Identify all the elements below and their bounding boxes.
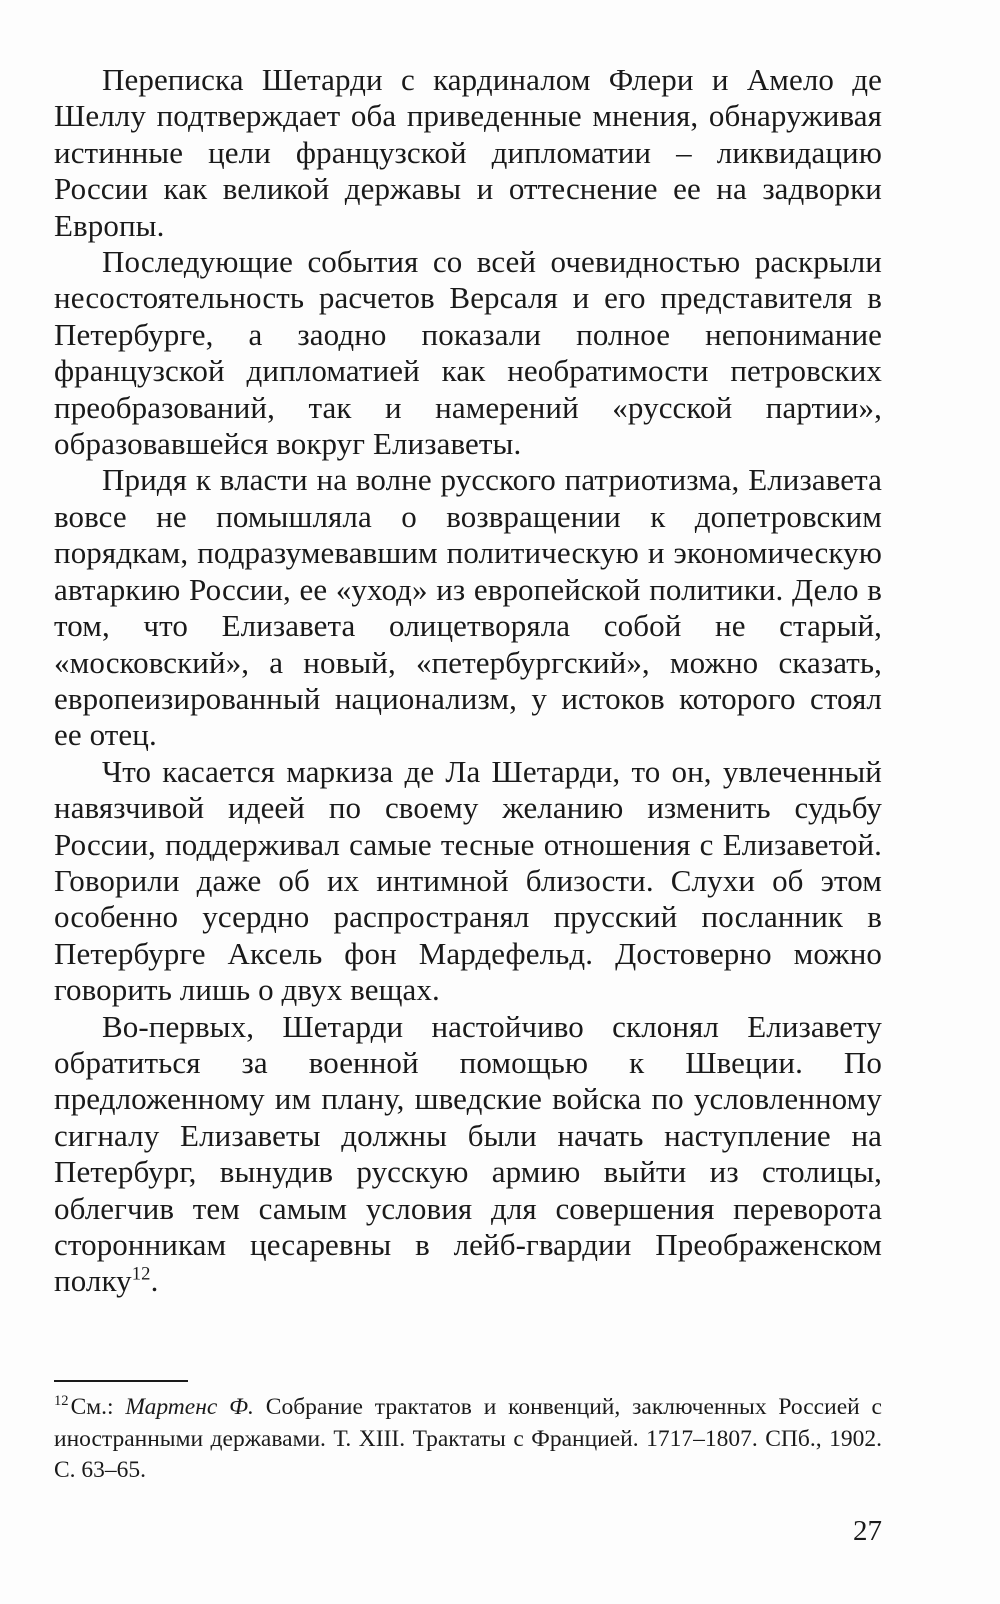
footnote-prefix: См.: [70, 1394, 126, 1420]
footnote-divider [54, 1380, 188, 1382]
page-number: 27 [853, 1515, 882, 1547]
paragraph-2: Последующие события со всей очевидностью раскрыли несостоятельность расчетов Версаля и его представителя в Петербурге, а заодно показали полное непонимание французской дипломатией как необратимости петровских преобразований, так и намерений «русской партии», образовавшейся вокруг Елизаветы. [54, 244, 882, 462]
footnote [54, 1392, 882, 1487]
paragraph-4: Что касается маркиза де Ла Шетарди, то он, увлеченный навязчивой идеей по своему желанию изменить судьбу России, поддерживал самые тесные отношения с Елизаветой. Говорили даже об их интимной близости. Слухи об этом особенно усердно распространял прусский посланник в Петербурге Аксель фон Мардефельд. Достоверно можно говорить лишь о двух вещах. [54, 753, 882, 1008]
paragraph-3: Придя к власти на волне русского патриотизма, Елизавета вовсе не помышляла о возвращении к допетровским порядкам, подразумевавшим политическую и экономическую автаркию России, ее «уход» из европейской политики. Дело в том, что Елизавета олицетворяла собой не старый, «московский», а новый, «петербургский», можно сказать, европеизированный национализм, у истоков которого стоял ее отец. [54, 462, 882, 753]
footnote-number: 12 [54, 1393, 69, 1410]
paragraph-5-end: . [150, 1263, 159, 1299]
footnote-reference: 12 [131, 1264, 151, 1286]
paragraph-1: Переписка Шетарди с кардиналом Флери и Амело де Шеллу подтверждает оба приведенные мнения, обнаруживая истинные цели французской дипломатии – ликвидацию России как великой державы и оттеснение ее на задворки Европы. [54, 62, 882, 243]
footnote-author: Мартенс Ф. [125, 1394, 254, 1420]
paragraph-5-text: Во-первых, Шетарди настойчиво склонял Елизавету обратиться за военной помощью к Швеции. По предложенному им плану, шведские войска по условленному сигналу Елизаветы должны были начать наступление на Петербург, вынудив русскую армию выйти из столицы, облегчив тем самым условия для совершения переворота сторонникам цесаревны в лейб-гвардии Преображенском полку [54, 1008, 882, 1299]
main-text [54, 62, 882, 1300]
footnote-text: Собрание трактатов и конвенций, заключенных Россией с иностранными державами. Т. XIII. Трактаты с Францией. 1717–1807. СПб., 1902. С. 63–65. [54, 1394, 882, 1483]
paragraph-5 [54, 1009, 882, 1300]
